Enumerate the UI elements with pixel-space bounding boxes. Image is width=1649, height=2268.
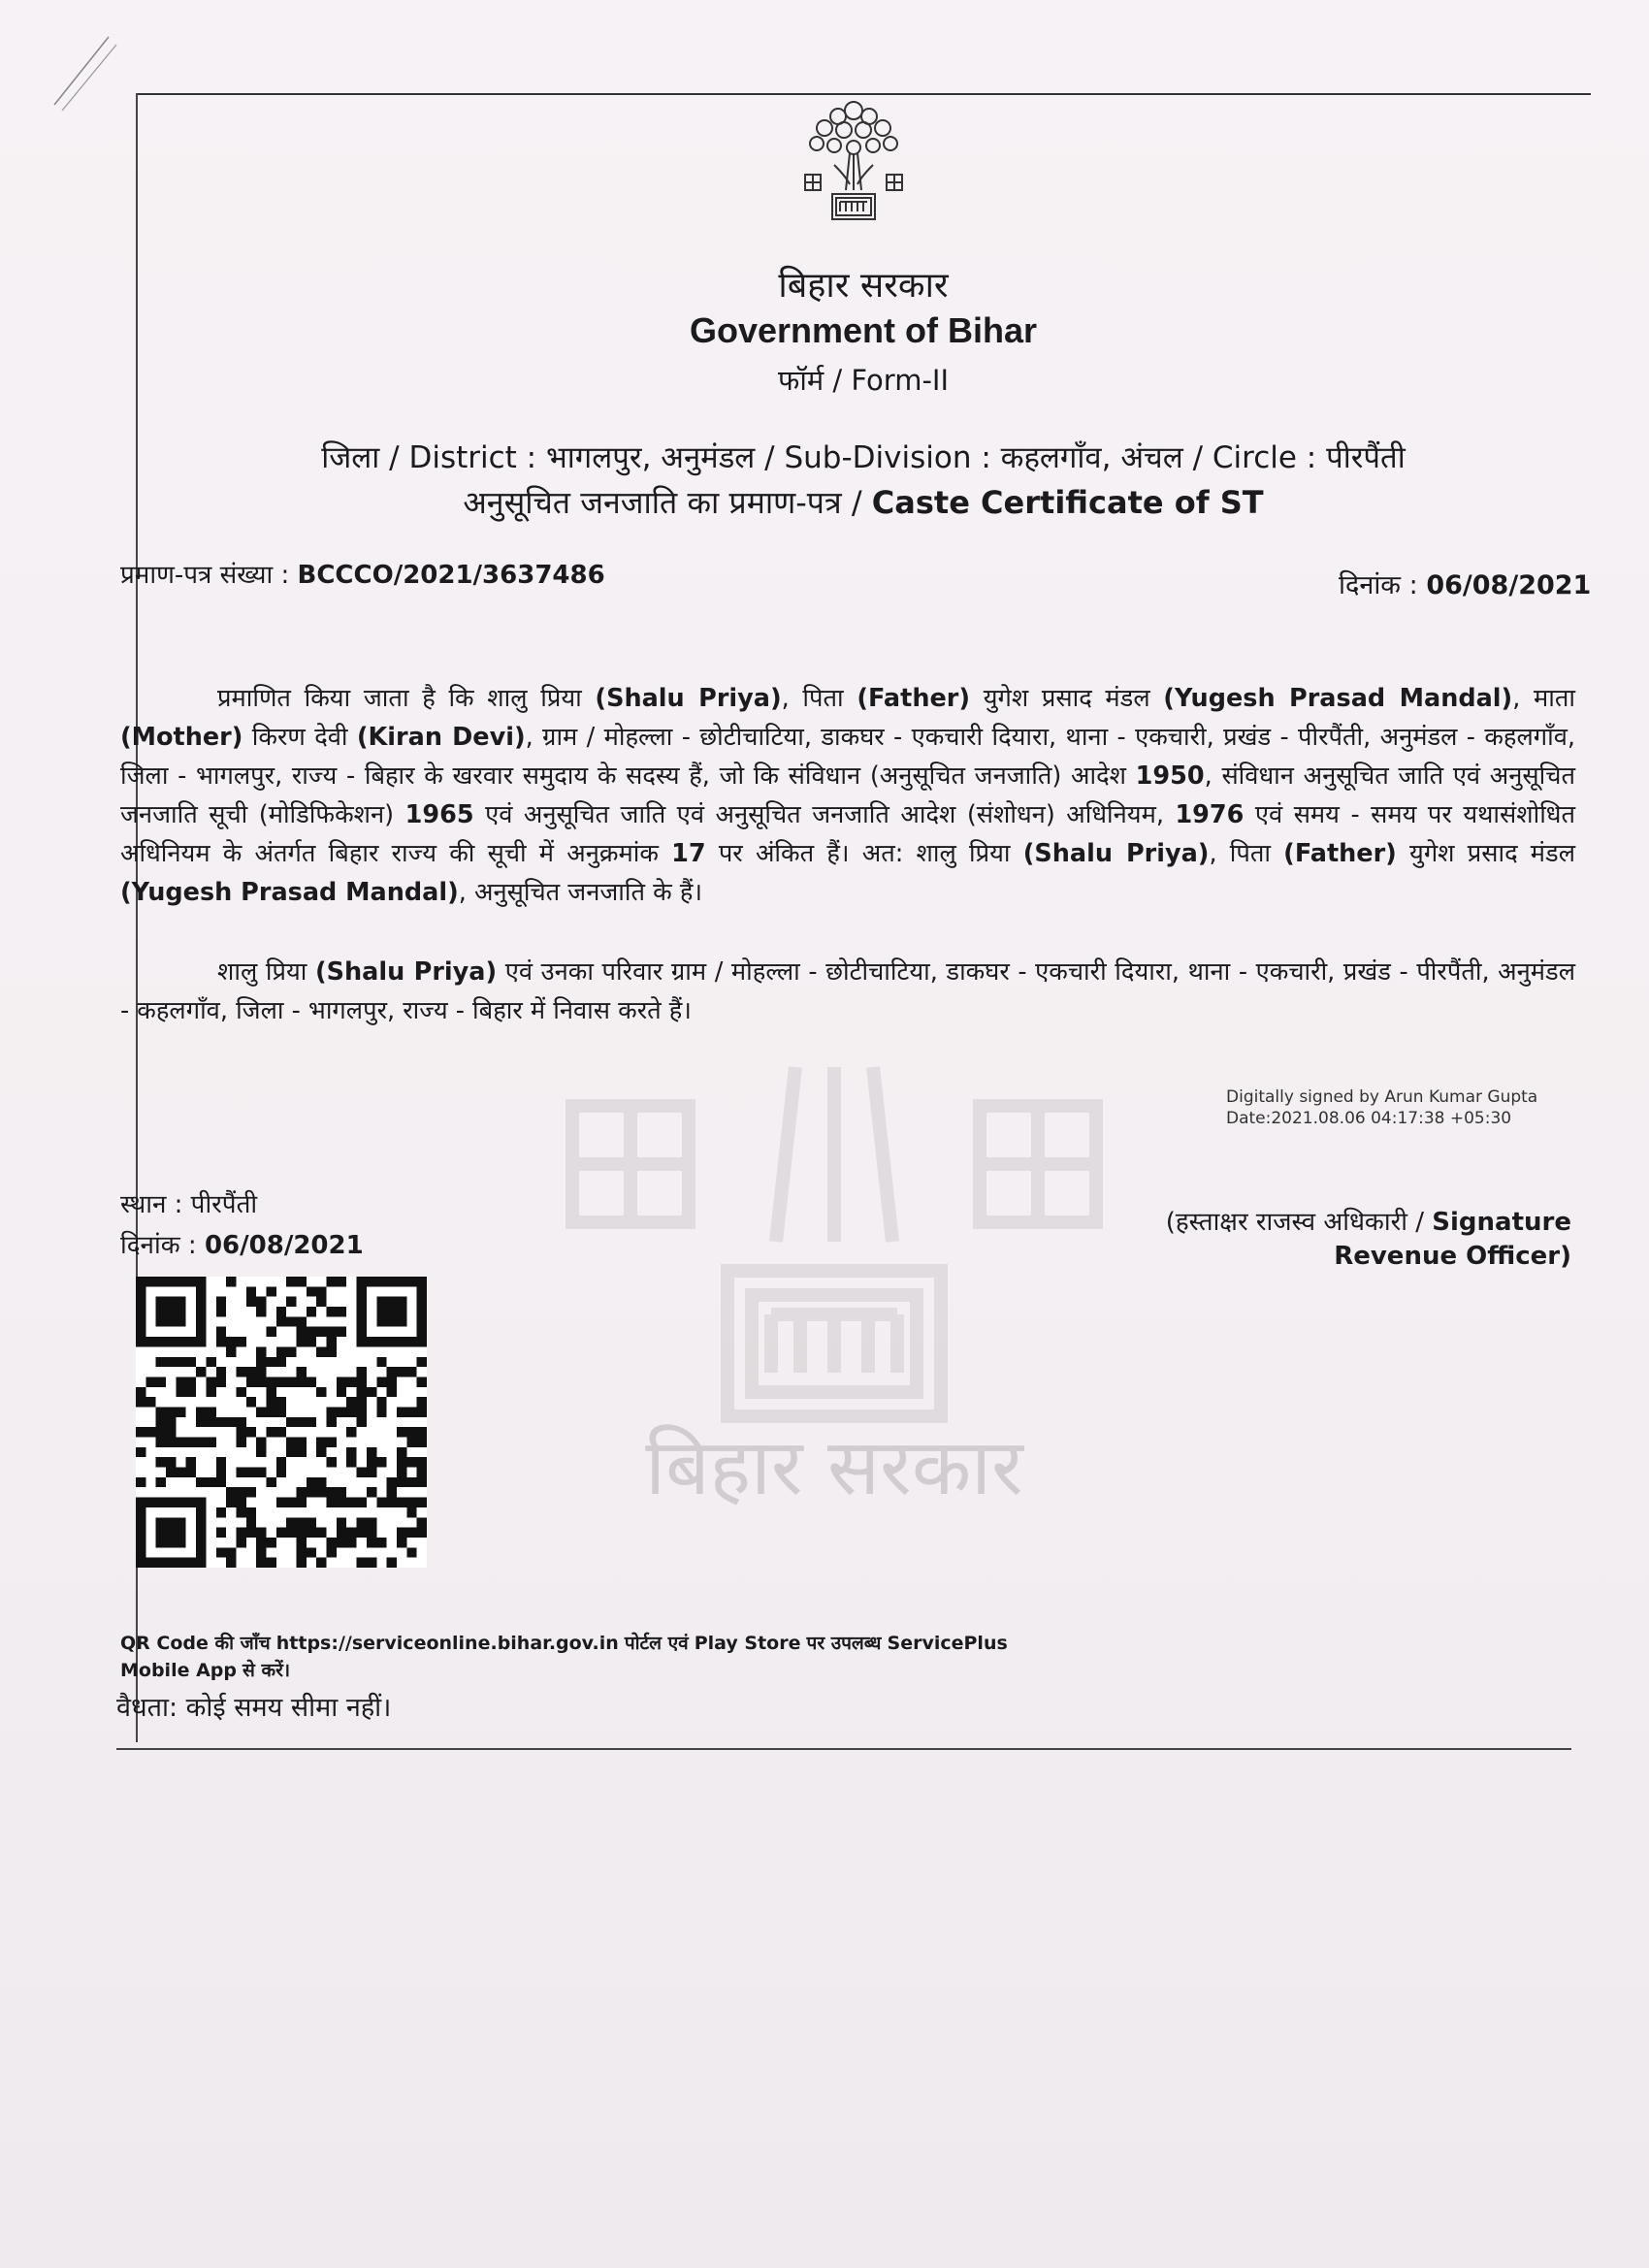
- certificate-title-hindi: अनुसूचित जनजाति का प्रमाण-पत्र /: [463, 484, 862, 521]
- government-title-english: Government of Bihar: [689, 310, 1038, 350]
- certificate-title-english: Caste Certificate of ST: [871, 484, 1264, 521]
- issue-date: [1339, 566, 1591, 601]
- qr-note-suffix: से करें।: [242, 1660, 291, 1681]
- qr-note-prefix: QR Code की जाँच: [120, 1633, 271, 1654]
- qr-note-store: Play Store: [694, 1633, 801, 1654]
- footer-date: [120, 1226, 364, 1261]
- form-number: फॉर्म / Form-II: [777, 364, 950, 397]
- qr-verification-note: [120, 1630, 1008, 1684]
- footer-date-label: दिनांक :: [120, 1231, 197, 1260]
- qr-code-icon: [136, 1277, 427, 1568]
- watermark-text: बिहार सरकार: [645, 1422, 1023, 1512]
- footer-date-value: 06/08/2021: [204, 1231, 364, 1260]
- certificate-title: [136, 481, 1591, 523]
- digital-signature-info: [1226, 1086, 1537, 1129]
- place: [120, 1185, 257, 1220]
- qr-note-app-2: Mobile App: [120, 1660, 237, 1681]
- circle-label: अंचल / Circle :: [1120, 440, 1317, 475]
- circle-value: पीरपैंती: [1326, 440, 1406, 475]
- qr-note-app-1: ServicePlus: [887, 1633, 1008, 1654]
- certificate-number-label: प्रमाण-पत्र संख्या :: [120, 561, 290, 590]
- digital-signature-date: Date:2021.08.06 04:17:38 +05:30: [1226, 1109, 1512, 1128]
- signature-caption-hindi: (हस्ताक्षर राजस्व अधिकारी /: [1165, 1208, 1425, 1237]
- qr-note-mid2: पर उपलब्ध: [806, 1633, 882, 1654]
- emblem-watermark-icon: [553, 1048, 1116, 1436]
- bihar-emblem-icon: [795, 97, 912, 228]
- subdivision-label: अनुमंडल / Sub-Division :: [661, 440, 991, 475]
- frame-top-border: [136, 93, 1591, 95]
- signature-caption-line-2: [1106, 1242, 1571, 1271]
- place-value: पीरपैंती: [190, 1190, 258, 1219]
- issue-date-value: 06/08/2021: [1426, 570, 1592, 600]
- government-title-hindi: बिहार सरकार: [778, 266, 949, 306]
- signature-caption-english: Signature: [1432, 1208, 1571, 1237]
- district-value: भागलपुर,: [545, 440, 652, 475]
- frame-bottom-border: [116, 1748, 1571, 1750]
- pen-scribble-mark: [48, 29, 126, 116]
- certificate-body-paragraph-2: शालु प्रिया (Shalu Priya) एवं उनका परिवार ग्राम / मोहल्ला - छोटीचाटिया, डाकघर - एकचारी दियारा, थाना - एकचारी, प्रखंड - पीरपैंती, अनुमंडल - कहलगाँव, जिला - भागलपुर, राज्य - बिहार में निवास करते हैं।: [120, 957, 1575, 1025]
- certificate-body-paragraph-1: प्रमाणित किया जाता है कि शालु प्रिया (Shalu Priya), पिता (Father) युगेश प्रसाद मंडल (Yugesh Prasad Mandal), माता (Mother) किरण देवी (Kiran Devi), ग्राम / मोहल्ला - छोटीचाटिया, डाकघर - एकचारी दियारा, थाना - एकचारी, प्रखंड - पीरपैंती, अनुमंडल - कहलगाँव, जिला - भागलपुर, राज्य - बिहार के खरवार समुदाय के सदस्य हैं, जो कि संविधान (अनुसूचित जनजाति) आदेश 1950, संविधान अनुसूचित जाति एवं अनुसूचित जनजाति सूची (मोडिफिकेशन) 1965 एवं अनुसूचित जाति एवं अनुसूचित जनजाति आदेश (संशोधन) अधिनियम, 1976 एवं समय - समय पर यथासंशोधित अधिनियम के अंतर्गत बिहार राज्य की सूची में अनुक्रमांक 17 पर अंकित हैं। अत: शालु प्रिया (Shalu Priya), पिता (Father) युगेश प्रसाद मंडल (Yugesh Prasad Mandal), अनुसूचित जनजाति के हैं।: [120, 684, 1576, 907]
- signature-caption-officer: Revenue Officer): [1334, 1242, 1571, 1271]
- issue-date-label: दिनांक :: [1339, 570, 1418, 600]
- subdivision-value: कहलगाँव,: [1000, 440, 1112, 475]
- location-line: [136, 437, 1591, 477]
- qr-note-mid: पोर्टल एवं: [624, 1633, 689, 1654]
- certificate-number: [120, 556, 605, 591]
- validity-note: वैधता: कोई समय सीमा नहीं।: [116, 1693, 392, 1723]
- qr-note-url: https://serviceonline.bihar.gov.in: [275, 1633, 619, 1654]
- district-label: जिला / District :: [321, 440, 537, 475]
- signature-caption-line-1: [1106, 1203, 1571, 1238]
- digital-signature-signer: Digitally signed by Arun Kumar Gupta: [1226, 1087, 1538, 1107]
- certificate-number-value: BCCCO/2021/3637486: [297, 561, 605, 590]
- place-label: स्थान :: [120, 1190, 183, 1219]
